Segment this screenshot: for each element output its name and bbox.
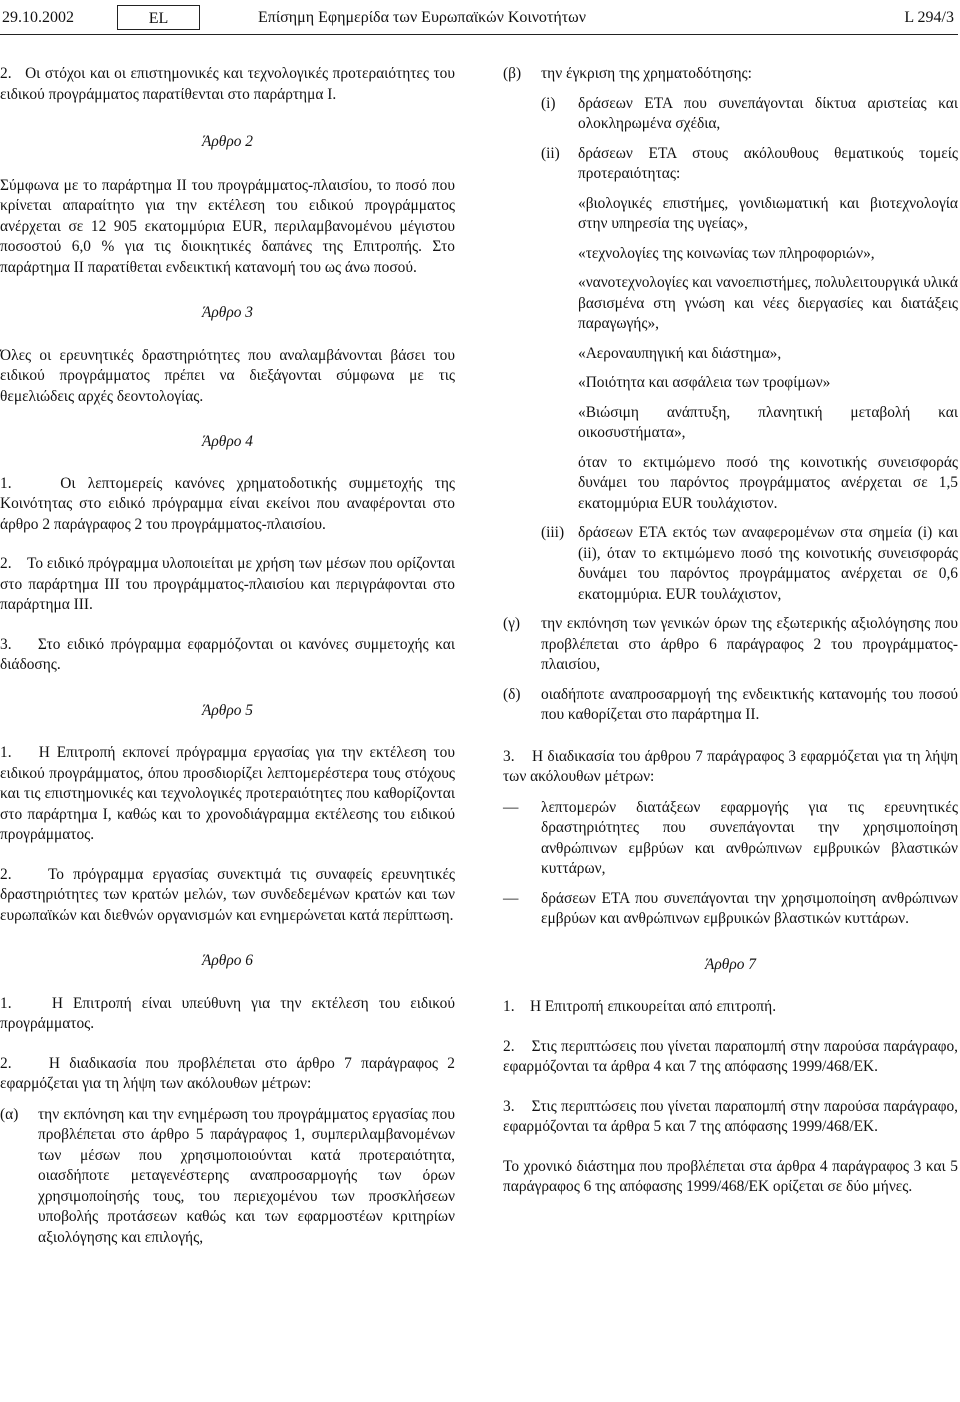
theme-6: «Βιώσιμη ανάπτυξη, πλανητική μεταβολή και οικοσυστήματα», (578, 403, 958, 441)
left-column (0, 64, 455, 1248)
item-b-ii: (ii) δράσεων ΕΤΑ στους ακόλουθους θεματικούς τομείς προτεραιότητας: (541, 144, 958, 182)
paragraph-3: 3. Η διαδικασία του άρθρου 7 παράγραφος 3 εφαρμόζεται για τη λήψη των ακόλουθων μέτρων: (503, 747, 959, 785)
article-7-heading: Άρθρο 7 (705, 955, 756, 973)
article-6-para-2: 2. Η διαδικασία που προβλέπεται στο άρθρο 7 παράγραφος 2 εφαρμόζεται για τη λήψη των ακόλουθων μέτρων: (0, 1054, 455, 1092)
dash-item-1: — λεπτομερών διατάξεων εφαρμογής για τις ερευνητικές δραστηριότητες που συνεπάγονται την χρησιμοποίηση ανθρώπινων εμβρύων και ανθρώπινων εμβρυικών βλαστικών κυττάρων, (503, 798, 958, 877)
item-g: (γ) την εκπόνηση των γενικών όρων της εξωτερικής αξιολόγησης που προβλέπεται στο άρθρο 6 παράγραφος 2 του προγράμματος-πλαισίου, (503, 615, 958, 673)
page-number: L 294/3 (904, 9, 954, 26)
article-4-para-3: 3. Στο ειδικό πρόγραμμα εφαρμόζονται οι κανόνες συμμετοχής και διάδοσης. (0, 635, 455, 673)
theme-4: «Αεροναυπηγική και διάστημα», (578, 344, 782, 362)
article-4-heading: Άρθρο 4 (202, 433, 253, 450)
article-4-para-1: 1. Οι λεπτομερείς κανόνες χρηματοδοτικής συμμετοχής της Κοινότητας στο ειδικό πρόγραμμα είναι εκείνοι που αναφέρονται στο άρθρο 2 παράγραφος 2 του προγράμματος-πλαισίου. (0, 474, 455, 533)
language-box: EL (117, 5, 200, 30)
theme-5: «Ποιότητα και ασφάλεια των τροφίμων» (578, 374, 831, 391)
publication-date: 29.10.2002 (2, 9, 74, 26)
journal-title: Επίσημη Εφημερίδα των Ευρωπαϊκών Κοινοτήτων (258, 9, 586, 26)
theme-1: «βιολογικές επιστήμες, γονιδιωματική και βιοτεχνολογία στην υπηρεσία της υγείας», (578, 194, 958, 232)
article-5-para-2: 2. Το πρόγραμμα εργασίας συνεκτιμά τις συναφείς ερευνητικές δραστηριότητες των κρατών μελών, των συνδεδεμένων κρατών και των ευρωπαϊκών και διεθνών οργανισμών και ενημερώνεται κατά περίπτωση. (0, 865, 456, 924)
priority-themes (578, 194, 958, 515)
article-6-item-a: (α) την εκπόνηση και την ενημέρωση του προγράμματος εργασίας που προβλέπεται στο άρθρο 5 παράγραφος 1, συμπεριλαμβανομένων των μέσων που χρησιμοποιούνται κατά προτεραιότητα, οιασδήποτε μεταγενέστερης αναπροσαρμογής των όρων χρησιμοποίησής τους, του περιεχομένου των προσκλήσεων υποβολής προτάσεων καθώς και των εφαρμοστέων κριτηρίων αξιολόγησης και επιλογής, (0, 1105, 455, 1246)
theme-2: «τεχνολογίες της κοινωνίας των πληροφοριών», (578, 244, 875, 262)
header-rule (0, 34, 958, 35)
right-column (503, 64, 958, 1198)
article-3-text: Όλες οι ερευνητικές δραστηριότητες που αναλαμβάνονται βάσει του ειδικού προγράμματος πρέπει να διεξάγονται σύμφωνα με τις θεμελιώδεις αρχές δεοντολογίας. (0, 346, 455, 405)
item-b: (β) την έγκριση της χρηματοδότησης: (503, 65, 752, 82)
article-2-text: Σύμφωνα με το παράρτημα ΙΙ του προγράμματος-πλαισίου, το ποσό που κρίνεται απαραίτητο για την εκτέλεση του ειδικού προγράμματος ανέρχεται σε 12 905 εκατομμύρια EUR, περιλαμβανομένου μέγιστου ποσοστού 6,0 % για τις διοικητικές δαπάνες της Επιτροπής. Στο παράρτημα ΙΙ παρατίθεται ενδεικτική κατανομή του ως άνω ποσού. (0, 176, 455, 276)
article-4-para-2: 2. Το ειδικό πρόγραμμα υλοποιείται με χρήση των μέσων που ορίζονται στο παράρτημα ΙΙΙ του προγράμματος-πλαισίου και περιγράφονται στο παράρτημα ΙΙΙ. (0, 555, 455, 613)
item-b-iii: (iii) δράσεων ΕΤΑ εκτός των αναφερομένων στα σημεία (i) και (ii), όταν το εκτιμώμενο ποσό της κοινοτικής συνεισφοράς δυνάμει του παρόντος προγράμματος ανέρχεται σε 0,6 εκατομμύρια. EUR τουλάχιστον, (541, 524, 958, 603)
item-d: (δ) οιαδήποτε αναπροσαρμογή της ενδεικτικής κατανομής του ποσού που καθορίζεται στο παράρτημα ΙΙ. (503, 685, 958, 723)
item-b-i: (i) δράσεων ΕΤΑ που συνεπάγονται δίκτυα αριστείας και ολοκληρωμένα σχέδια, (541, 94, 958, 132)
article-7-para-2: 2. Στις περιπτώσεις που γίνεται παραπομπή στην παρούσα παράγραφο, εφαρμόζονται τα άρθρα 4 και 7 της απόφασης 1999/468/ΕΚ. (503, 1037, 958, 1075)
article-6-para-1: 1. Η Επιτροπή είναι υπεύθυνη για την εκτέλεση του ειδικού προγράμματος. (0, 994, 455, 1032)
article-5-heading: Άρθρο 5 (202, 701, 253, 719)
article-7-para-3: 3. Στις περιπτώσεις που γίνεται παραπομπή στην παρούσα παράγραφο, εφαρμόζονται τα άρθρα 5 και 7 της απόφασης 1999/468/ΕΚ. (503, 1097, 958, 1135)
article-7-para-1: 1. Η Επιτροπή επικουρείται από επιτροπή. (503, 998, 777, 1015)
page-header (0, 4, 958, 34)
article-6-heading: Άρθρο 6 (202, 952, 253, 969)
paragraph-2: 2. Οι στόχοι και οι επιστημονικές και τεχνολογικές προτεραιότητες του ειδικού προγράμματος παρατίθενται στο παράρτημα Ι. (0, 65, 455, 103)
article-7-final-para: Το χρονικό διάστημα που προβλέπεται στα άρθρα 4 παράγραφος 3 και 5 παράγραφος 6 της απόφασης 1999/468/ΕΚ ορίζεται σε δύο μήνες. (503, 1157, 958, 1195)
theme-threshold: όταν το εκτιμώμενο ποσό της κοινοτικής συνεισφοράς δυνάμει του παρόντος προγράμματος ανέρχεται σε 1,5 εκατομμύρια EUR τουλάχιστον. (578, 453, 958, 512)
article-5-para-1: 1. Η Επιτροπή εκπονεί πρόγραμμα εργασίας για την εκτέλεση του ειδικού προγράμματος, όπου προσδιορίζει λεπτομερέστερα τους στόχους και τις επιστημονικές και τεχνολογικές προτεραιότητες που καθορίζονται στο παράρτημα Ι, καθώς και το χρονοδιάγραμμα εκτέλεσης του ειδικού προγράμματος. (0, 744, 455, 843)
article-2-heading: Άρθρο 2 (202, 133, 253, 150)
dash-item-2: — δράσεων ΕΤΑ που συνεπάγονται την χρησιμοποίηση ανθρώπινων εμβρύων και ανθρώπινων εμβρυικών βλαστικών κυττάρων. (503, 889, 958, 927)
article-3-heading: Άρθρο 3 (202, 304, 253, 321)
theme-3: «νανοτεχνολογίες και νανοεπιστήμες, πολυλειτουργικά υλικά βασισμένα στη γνώση και νέες διεργασίες και διατάξεις παραγωγής», (578, 274, 958, 332)
